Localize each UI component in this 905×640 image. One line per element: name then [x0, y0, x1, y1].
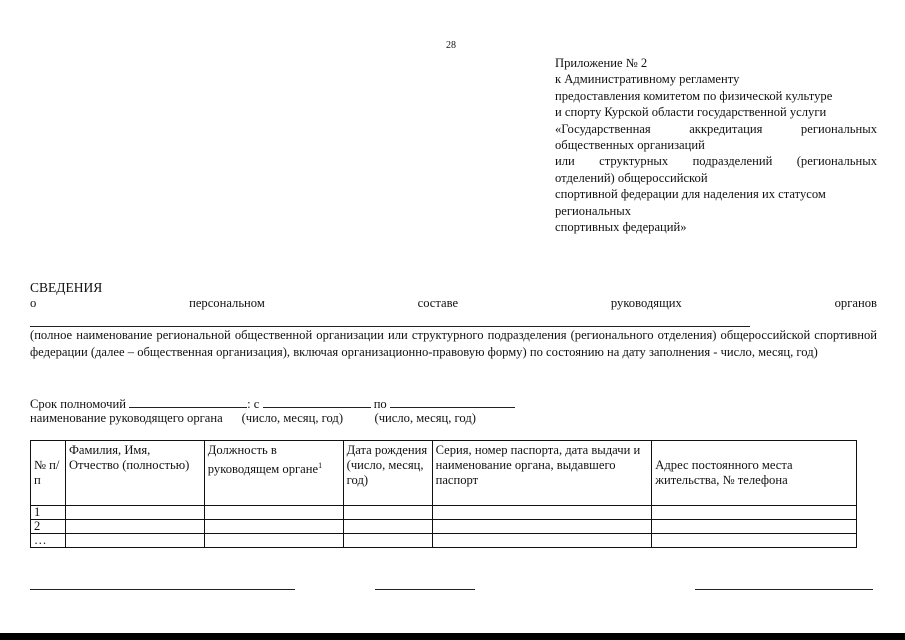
column-header-passport: Серия, номер паспорта, дата выдачи и наименование органа, выдавшего паспорт	[432, 441, 652, 506]
table-cell[interactable]	[204, 534, 343, 548]
appendix-line: к Административному регламенту	[555, 72, 740, 87]
appendix-line: региональных	[555, 203, 632, 218]
table-cell[interactable]	[343, 520, 432, 534]
appendix-line: «Государственная аккредитация региональных	[555, 121, 877, 136]
body-name-caption: наименование руководящего органа	[30, 411, 223, 425]
appendix-line: предоставления комитетом по физической культуре	[555, 88, 833, 103]
leadership-table	[30, 440, 857, 548]
scan-border	[0, 633, 905, 640]
signature-line[interactable]	[30, 589, 295, 590]
signature-line[interactable]	[375, 589, 475, 590]
subtitle-word: органов	[834, 296, 877, 310]
date-to-hint: (число, месяц, год)	[374, 411, 476, 425]
row-number: 2	[31, 520, 66, 534]
document-subtitle	[30, 296, 877, 311]
table-row	[31, 520, 857, 534]
column-header-address: Адрес постоянного места жительства, № телефона	[652, 441, 857, 506]
column-header-position-label: Должность в руководящем органе	[207, 443, 319, 477]
column-header-birth-date: Дата рождения (число, месяц, год)	[343, 441, 432, 506]
appendix-line: Приложение № 2	[555, 56, 648, 70]
table-cell[interactable]	[432, 506, 652, 520]
table-cell[interactable]	[343, 506, 432, 520]
term-of-office-row	[30, 395, 515, 412]
appendix-line: или структурных подразделений (региональных	[555, 154, 877, 169]
date-to-blank[interactable]	[390, 395, 515, 408]
date-from-blank[interactable]	[263, 395, 371, 408]
table-cell[interactable]	[432, 520, 652, 534]
table-cell[interactable]	[204, 520, 343, 534]
table-cell[interactable]	[204, 506, 343, 520]
appendix-header	[555, 55, 877, 235]
table-cell[interactable]	[652, 506, 857, 520]
column-header-number: № п/п	[31, 441, 66, 506]
column-header-full-name: Фамилия, Имя, Отчество (полностью)	[65, 441, 204, 506]
row-number: 1	[31, 506, 66, 520]
table-row	[31, 506, 857, 520]
term-to-label: по	[373, 397, 387, 411]
signature-line[interactable]	[695, 589, 873, 590]
page-number: 28	[446, 40, 456, 51]
table-row	[31, 534, 857, 548]
subtitle-word: составе	[417, 296, 459, 310]
subtitle-word: персональном	[189, 296, 265, 310]
appendix-line: спортивной федерации для наделения их статусом	[555, 187, 826, 202]
appendix-line: спортивных федераций»	[555, 220, 687, 235]
date-from-hint: (число, месяц, год)	[241, 411, 344, 425]
table-cell[interactable]	[65, 534, 204, 548]
table-cell[interactable]	[65, 506, 204, 520]
subtitle-word: руководящих	[610, 296, 682, 310]
table-cell[interactable]	[652, 534, 857, 548]
body-name-blank[interactable]	[129, 395, 247, 408]
appendix-line: отделений) общероссийской	[555, 170, 708, 185]
appendix-line: общественных организаций	[555, 138, 705, 153]
term-from-label: : с	[247, 397, 260, 411]
table-cell[interactable]	[652, 520, 857, 534]
footnote-mark: 1	[318, 461, 323, 470]
row-number: …	[31, 534, 66, 548]
table-cell[interactable]	[65, 520, 204, 534]
table-cell[interactable]	[343, 534, 432, 548]
appendix-line: и спорту Курской области государственной услуги	[555, 105, 827, 120]
table-cell[interactable]	[432, 534, 652, 548]
organization-name-hint: (полное наименование региональной общественной организации или структурного подразделения (регионального отделения) общероссийской спортивной федерации (далее – общественная организация), включая организационно-правовую форму) по состоянию на дату заполнения - число, месяц, год)	[30, 328, 877, 359]
term-label: Срок полномочий	[30, 397, 126, 411]
term-hints-row	[30, 411, 476, 426]
document-title: СВЕДЕНИЯ	[30, 280, 103, 295]
column-header-position	[204, 441, 343, 506]
subtitle-word: о	[30, 296, 37, 310]
